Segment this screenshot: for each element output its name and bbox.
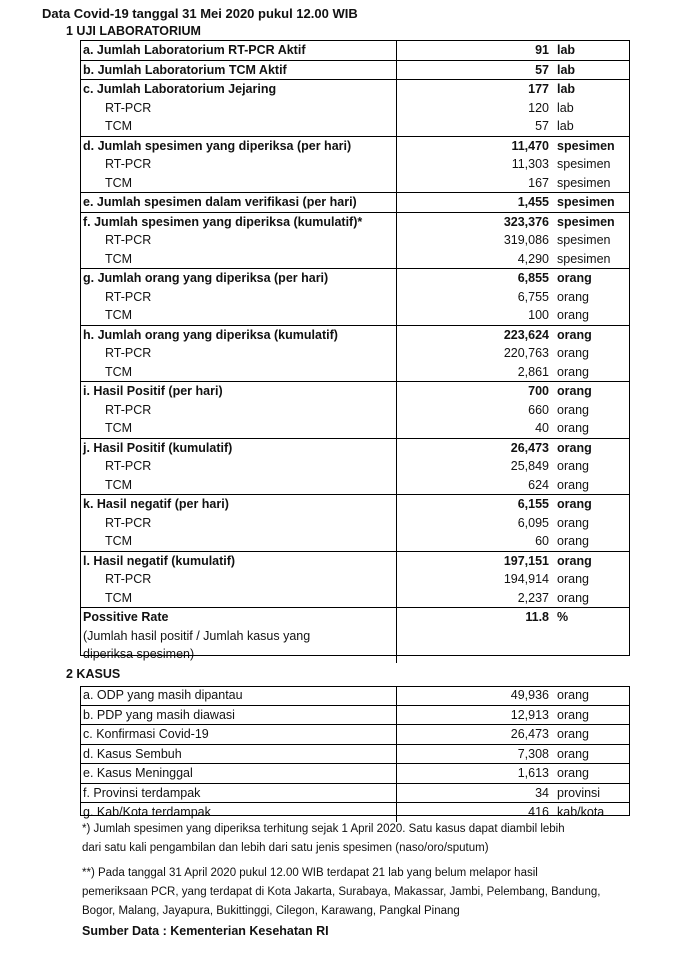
table-subrow (80, 99, 629, 118)
row-unit: spesimen (557, 157, 611, 171)
row-value: 323,376 (397, 212, 558, 231)
row-value: 26,473 (397, 438, 558, 457)
row-value: 57 (397, 60, 558, 80)
table-row (80, 325, 629, 344)
row-label: a. ODP yang masih dipantau (80, 686, 397, 705)
row-value: 624 (528, 477, 549, 492)
row-label: RT-PCR (80, 457, 397, 476)
row-unit: orang (557, 515, 589, 530)
table-subrow (80, 155, 629, 174)
empty-cell (557, 627, 629, 645)
row-label: RT-PCR (80, 401, 397, 420)
row-unit: orang (557, 551, 629, 570)
table-subrow (80, 250, 629, 269)
row-unit: spesimen (557, 136, 629, 155)
positive-rate-note: (Jumlah hasil positif / Jumlah kasus yang (80, 627, 397, 645)
footnote-line: dari satu kali pengambilan dan lebih dari satu jenis spesimen (naso/oro/sputum) (82, 842, 489, 854)
table-subrow (80, 476, 629, 495)
table-row (80, 783, 629, 803)
lab-table (80, 40, 629, 663)
table-subrow (80, 532, 629, 551)
table-row (80, 41, 629, 61)
positive-rate-label: Possitive Rate (80, 608, 397, 627)
row-value: 220,763 (503, 346, 549, 360)
row-value: 177 (397, 80, 558, 99)
table-row (80, 705, 629, 725)
row-unit: orang (557, 688, 589, 702)
row-value: 34 (397, 783, 558, 803)
row-label: TCM (80, 532, 397, 551)
row-unit: spesimen (557, 193, 629, 213)
row-unit: orang (557, 402, 589, 417)
positive-rate-row (80, 608, 629, 627)
table-row (80, 438, 629, 457)
table-subrow (80, 401, 629, 420)
row-value: 40 (535, 421, 549, 435)
row-label: a. Jumlah Laboratorium RT-PCR Aktif (80, 41, 397, 61)
row-label: TCM (80, 306, 397, 325)
row-unit: orang (557, 534, 589, 548)
table-subrow (80, 117, 629, 136)
section-cases-title: 2 KASUS (66, 667, 121, 681)
table-subrow (80, 589, 629, 608)
row-unit: orang (557, 364, 589, 379)
empty-cell (397, 627, 558, 645)
row-label: h. Jumlah orang yang diperiksa (kumulatif) (80, 325, 397, 344)
row-unit: spesimen (557, 233, 611, 247)
row-unit: orang (557, 764, 629, 784)
table-subrow (80, 363, 629, 382)
footnote-specimen (82, 820, 642, 858)
row-unit: orang (557, 269, 629, 288)
empty-cell (557, 645, 629, 663)
table-subrow (80, 288, 629, 307)
table-row (80, 212, 629, 231)
table-row (80, 80, 629, 99)
table-row (80, 60, 629, 80)
positive-rate-value: 11.8 (397, 608, 558, 627)
row-label: i. Hasil Positif (per hari) (80, 382, 397, 401)
row-label: c. Konfirmasi Covid-19 (80, 725, 397, 745)
row-value: 60 (535, 534, 549, 548)
table-subrow (80, 419, 629, 438)
row-value: 91 (397, 41, 558, 61)
row-value: 57 (535, 119, 549, 133)
row-label: d. Jumlah spesimen yang diperiksa (per hari) (80, 136, 397, 155)
row-value: 1,613 (397, 764, 558, 784)
table-row (80, 551, 629, 570)
table-subrow (80, 344, 629, 363)
row-label: b. PDP yang masih diawasi (80, 705, 397, 725)
row-unit: spesimen (557, 251, 611, 266)
row-label: g. Jumlah orang yang diperiksa (per hari) (80, 269, 397, 288)
row-label: g. Kab/Kota terdampak (80, 803, 397, 822)
row-label: k. Hasil negatif (per hari) (80, 495, 397, 514)
row-unit: orang (557, 459, 589, 473)
row-unit: spesimen (557, 212, 629, 231)
footnote-unreported-labs (82, 864, 642, 921)
footnote-line: Bogor, Malang, Jayapura, Bukittinggi, Cilegon, Karawang, Pangkal Pinang (82, 905, 460, 917)
row-label: RT-PCR (80, 231, 397, 250)
row-value: 6,155 (397, 495, 558, 514)
row-label: RT-PCR (80, 570, 397, 589)
document-title: Data Covid-19 tanggal 31 Mei 2020 pukul 12.00 WIB (42, 6, 358, 21)
row-value: 11,470 (397, 136, 558, 155)
row-unit: orang (557, 382, 629, 401)
row-unit: orang (557, 289, 589, 304)
table-row (80, 686, 629, 705)
table-row (80, 495, 629, 514)
row-label: d. Kasus Sembuh (80, 744, 397, 764)
row-value: 100 (528, 308, 549, 322)
row-value: 2,237 (517, 590, 549, 605)
row-value: 7,308 (397, 744, 558, 764)
positive-rate-unit: % (557, 608, 629, 627)
row-unit: lab (557, 119, 574, 133)
row-value: 197,151 (397, 551, 558, 570)
row-label: b. Jumlah Laboratorium TCM Aktif (80, 60, 397, 80)
table-subrow (80, 306, 629, 325)
row-value: 49,936 (510, 688, 549, 702)
row-value: 167 (528, 175, 549, 190)
positive-rate-note: diperiksa spesimen) (80, 645, 397, 663)
row-label: TCM (80, 174, 397, 193)
row-label: TCM (80, 363, 397, 382)
row-value: 25,849 (510, 459, 549, 473)
row-unit: lab (557, 60, 629, 80)
row-unit: orang (557, 725, 629, 745)
row-unit: orang (557, 705, 629, 725)
row-value: 223,624 (397, 325, 558, 344)
row-label: e. Jumlah spesimen dalam verifikasi (per hari) (80, 193, 397, 213)
footnote-line: **) Pada tanggal 31 April 2020 pukul 12.00 WIB terdapat 21 lab yang belum melapor hasil (82, 867, 538, 879)
row-value: 700 (397, 382, 558, 401)
table-row (80, 382, 629, 401)
table-subrow (80, 570, 629, 589)
table-row (80, 744, 629, 764)
row-value: 11,303 (511, 157, 549, 171)
row-unit: orang (557, 477, 589, 492)
row-unit: provinsi (557, 783, 629, 803)
row-unit: orang (557, 325, 629, 344)
row-value: 416 (397, 803, 558, 822)
row-label: TCM (80, 250, 397, 269)
row-label: RT-PCR (80, 155, 397, 174)
row-value: 660 (528, 402, 549, 417)
row-unit: orang (557, 346, 589, 360)
row-label: RT-PCR (80, 514, 397, 533)
table-subrow (80, 231, 629, 250)
row-unit: lab (557, 80, 629, 99)
row-label: l. Hasil negatif (kumulatif) (80, 551, 397, 570)
row-label: TCM (80, 476, 397, 495)
row-unit: orang (557, 308, 589, 322)
row-label: TCM (80, 117, 397, 136)
row-label: c. Jumlah Laboratorium Jejaring (80, 80, 397, 99)
row-label: j. Hasil Positif (kumulatif) (80, 438, 397, 457)
footnote-line: *) Jumlah spesimen yang diperiksa terhitung sejak 1 April 2020. Satu kasus dapat diambil lebih (82, 823, 565, 835)
row-unit: orang (557, 744, 629, 764)
row-label: e. Kasus Meninggal (80, 764, 397, 784)
row-label: RT-PCR (80, 99, 397, 118)
row-value: 6,855 (397, 269, 558, 288)
row-unit: kab/kota (557, 803, 629, 822)
row-unit: orang (557, 438, 629, 457)
row-value: 120 (528, 100, 549, 115)
positive-rate-note-row (80, 645, 629, 663)
data-source: Sumber Data : Kementerian Kesehatan RI (82, 924, 329, 938)
row-label: TCM (80, 589, 397, 608)
table-row (80, 269, 629, 288)
table-subrow (80, 457, 629, 476)
row-unit: lab (557, 100, 574, 115)
row-value: 4,290 (517, 251, 549, 266)
positive-rate-note-row (80, 627, 629, 645)
cases-table (80, 686, 629, 822)
row-unit: spesimen (557, 175, 611, 190)
row-value: 6,095 (517, 515, 549, 530)
row-value: 26,473 (397, 725, 558, 745)
row-label: RT-PCR (80, 344, 397, 363)
row-value: 12,913 (397, 705, 558, 725)
row-label: f. Provinsi terdampak (80, 783, 397, 803)
row-unit: lab (557, 41, 629, 61)
empty-cell (397, 645, 558, 663)
table-row (80, 193, 629, 213)
section-lab-title: 1 UJI LABORATORIUM (66, 24, 201, 38)
row-unit: orang (557, 421, 589, 435)
row-label: RT-PCR (80, 288, 397, 307)
row-unit: orang (557, 572, 589, 586)
footnote-line: pemeriksaan PCR, yang terdapat di Kota Jakarta, Surabaya, Makassar, Jambi, Pelembang, Bandung, (82, 886, 601, 898)
table-subrow (80, 174, 629, 193)
table-subrow (80, 514, 629, 533)
row-label: f. Jumlah spesimen yang diperiksa (kumulatif)* (80, 212, 397, 231)
table-row (80, 136, 629, 155)
row-value: 319,086 (503, 233, 549, 247)
row-value: 194,914 (503, 572, 549, 586)
table-row (80, 803, 629, 822)
row-unit: orang (557, 590, 589, 605)
table-row (80, 764, 629, 784)
row-label: TCM (80, 419, 397, 438)
row-value: 2,861 (517, 364, 549, 379)
row-value: 6,755 (517, 289, 549, 304)
row-unit: orang (557, 495, 629, 514)
row-value: 1,455 (397, 193, 558, 213)
table-row (80, 725, 629, 745)
